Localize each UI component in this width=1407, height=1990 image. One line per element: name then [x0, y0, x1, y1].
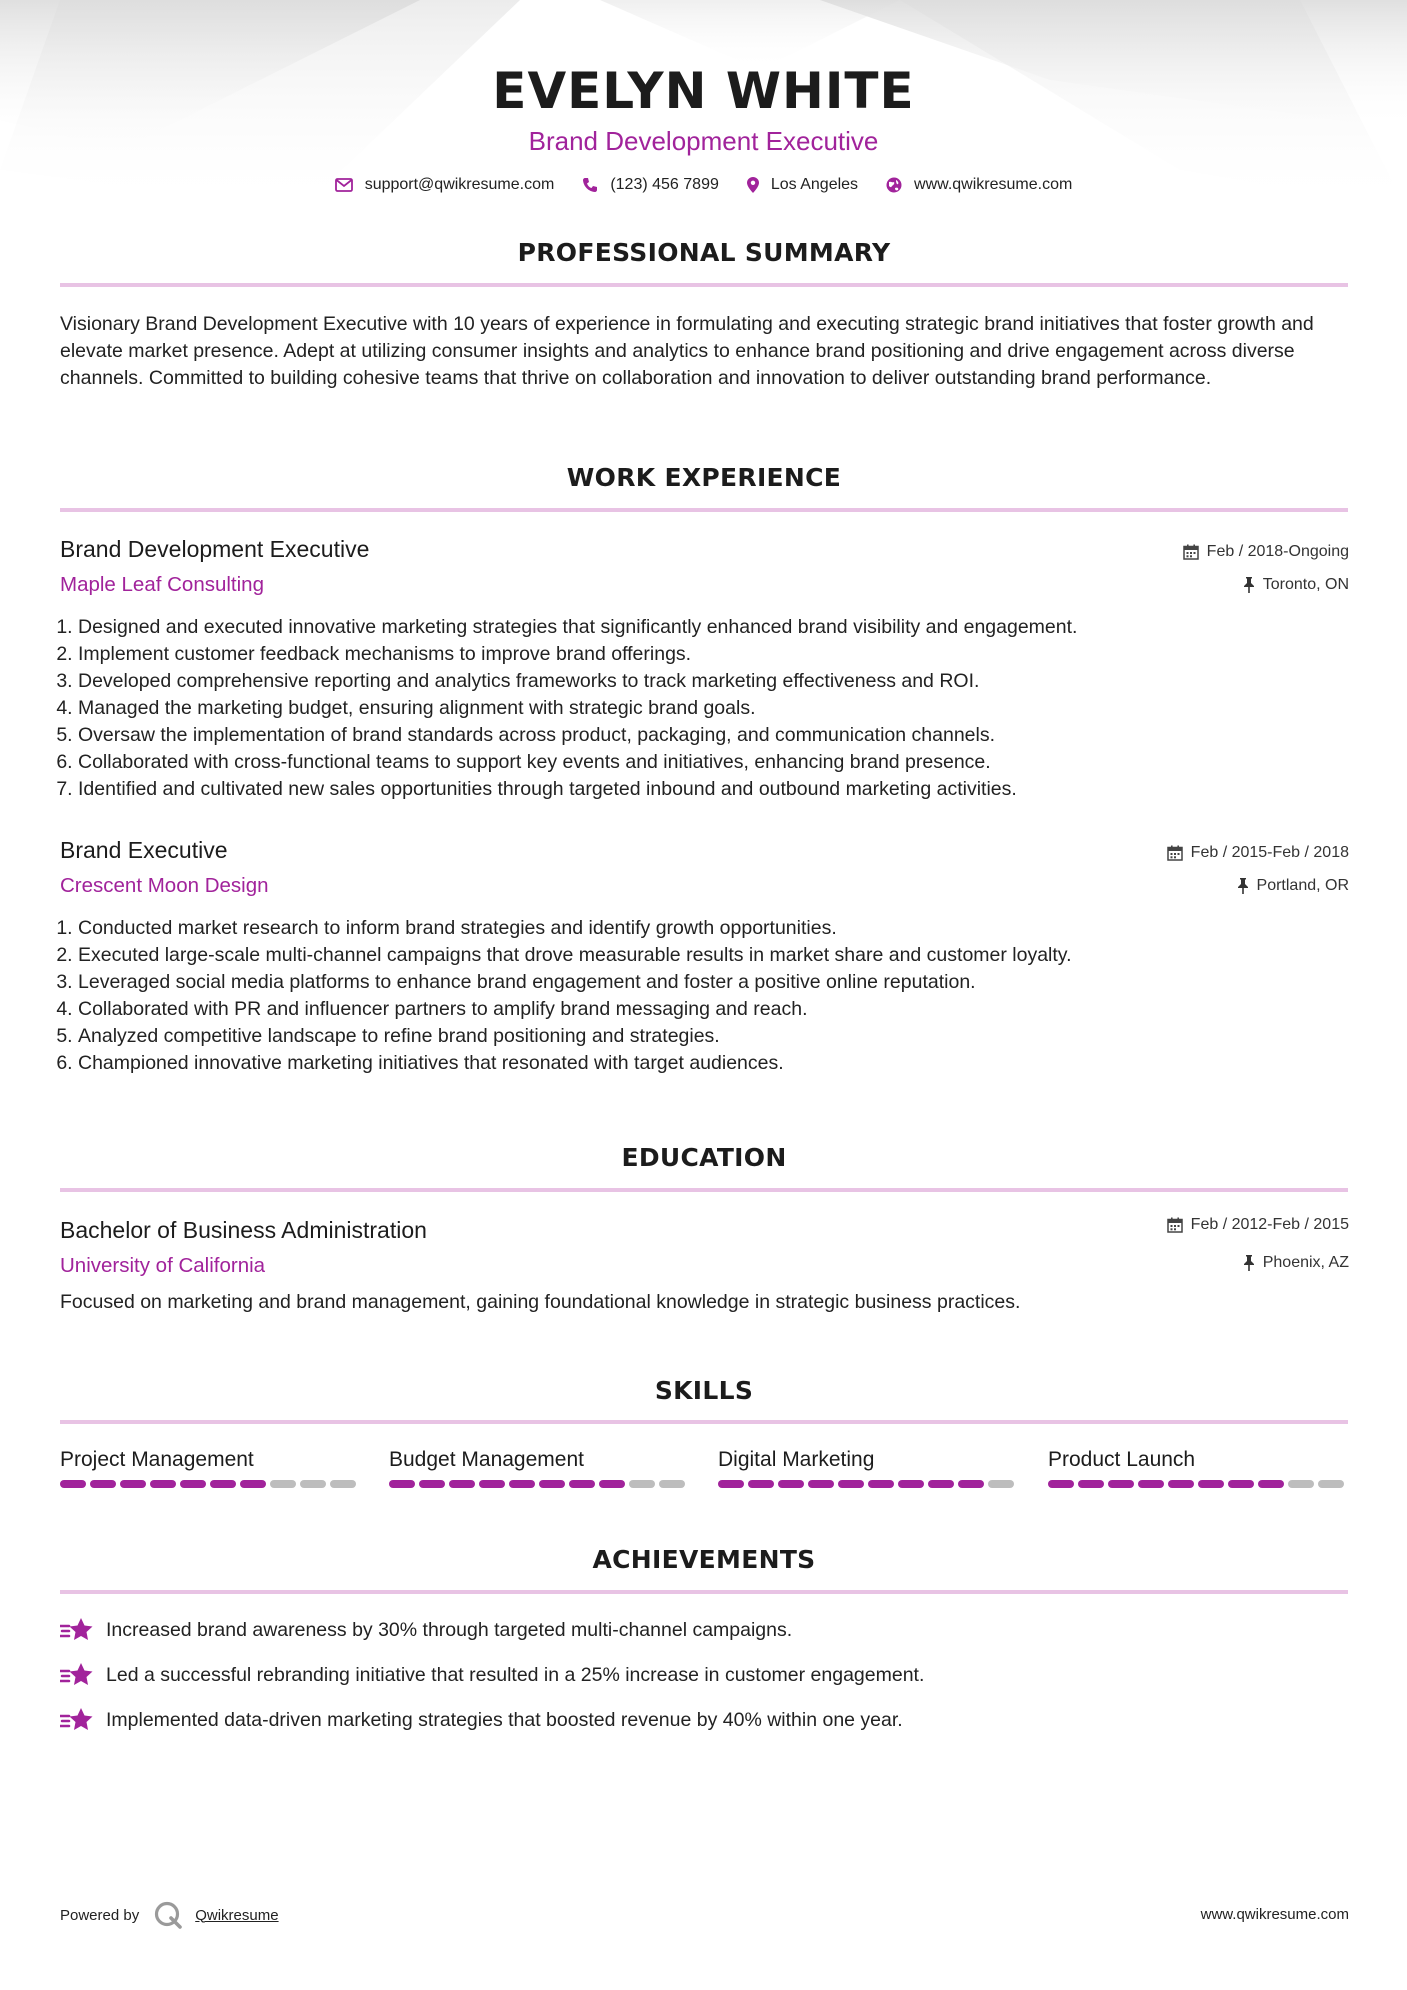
skill-item [60, 1446, 360, 1488]
job-bullet: 1. Conducted market research to inform brand strategies and identify growth opportunities. [78, 915, 1368, 942]
job-dates [1183, 543, 1349, 561]
skill-level-bar [718, 1480, 1018, 1488]
skill-item [389, 1446, 689, 1488]
education-location [1243, 1254, 1349, 1272]
pushpin-icon [1237, 878, 1249, 894]
skill-label: Digital Marketing [718, 1448, 875, 1471]
achievement-text: Implemented data-driven marketing strategies that boosted revenue by 40% within one year. [106, 1708, 903, 1731]
job-company: Crescent Moon Design [60, 874, 269, 897]
job-bullet: 4. Managed the marketing budget, ensuring alignment with strategic brand goals. [78, 695, 1368, 722]
education-school: University of California [60, 1254, 266, 1277]
calendar-icon [1167, 1217, 1183, 1233]
job-bullet: 3. Leveraged social media platforms to enhance brand engagement and foster a positive online reputation. [78, 969, 1368, 996]
job-bullet: 1. Designed and executed innovative marketing strategies that significantly enhanced brand visibility and engagement. [78, 614, 1368, 641]
skill-level-bar [389, 1480, 689, 1488]
contact-email-text: support@qwikresume.com [364, 176, 555, 193]
skill-segment-filled [449, 1480, 475, 1488]
contact-website[interactable] [886, 176, 1072, 194]
education-divider [60, 1188, 1348, 1192]
skill-segment-filled [60, 1480, 86, 1488]
footer-website[interactable]: www.qwikresume.com [1200, 1906, 1349, 1923]
achievement-text: Led a successful rebranding initiative that resulted in a 25% increase in customer engagement. [106, 1663, 925, 1686]
skill-segment-filled [748, 1480, 774, 1488]
candidate-name: EVELYN WHITE [492, 62, 915, 120]
job-dates [1167, 844, 1349, 862]
contact-location-text: Los Angeles [770, 176, 859, 193]
job-bullet: 2. Executed large-scale multi-channel campaigns that drove measurable results in market share and customer loyalty. [78, 942, 1368, 969]
skill-segment-filled [1198, 1480, 1224, 1488]
skill-segment-filled [718, 1480, 744, 1488]
skill-segment-filled [569, 1480, 595, 1488]
skill-segment-filled [1228, 1480, 1254, 1488]
skill-segment-filled [868, 1480, 894, 1488]
job-bullet: 6. Championed innovative marketing initiatives that resonated with target audiences. [78, 1050, 1368, 1077]
skill-item [718, 1446, 1018, 1488]
resume-header [0, 58, 1407, 194]
skill-segment-filled [958, 1480, 984, 1488]
job-title: Brand Executive [60, 837, 228, 863]
skill-segment-filled [1138, 1480, 1164, 1488]
achievement-item [60, 1617, 792, 1643]
job-bullet: 3. Developed comprehensive reporting and analytics frameworks to track marketing effectiveness and ROI. [78, 668, 1368, 695]
shooting-star-icon [60, 1617, 94, 1643]
skills-divider [60, 1420, 1348, 1424]
qwikresume-logo-icon [153, 1900, 183, 1930]
experience-divider [60, 508, 1348, 512]
skill-segment-empty [330, 1480, 356, 1488]
contact-website-text: www.qwikresume.com [914, 176, 1073, 193]
job-bullet: 4. Collaborated with PR and influencer partners to amplify brand messaging and reach. [78, 996, 1368, 1023]
shooting-star-icon [60, 1707, 94, 1733]
powered-by-label: Powered by [60, 1906, 140, 1924]
skill-level-bar [60, 1480, 360, 1488]
summary-heading: PROFESSIONAL SUMMARY [517, 238, 891, 267]
job-location [1243, 576, 1349, 594]
education-description: Focused on marketing and brand management, gaining foundational knowledge in strategic business practices. [60, 1291, 1021, 1313]
location-icon [747, 177, 759, 193]
experience-heading: WORK EXPERIENCE [566, 463, 842, 492]
job-location-text: Portland, OR [1256, 877, 1349, 894]
job-bullets [60, 915, 1368, 1077]
skill-segment-empty [659, 1480, 685, 1488]
education-heading: EDUCATION [621, 1143, 787, 1172]
job-company: Maple Leaf Consulting [60, 573, 264, 596]
candidate-title: Brand Development Executive [528, 126, 879, 156]
summary-divider [60, 283, 1348, 287]
pushpin-icon [1243, 577, 1255, 593]
skill-label: Product Launch [1048, 1448, 1196, 1471]
skill-segment-empty [629, 1480, 655, 1488]
achievement-text: Increased brand awareness by 30% through targeted multi-channel campaigns. [106, 1618, 793, 1641]
education-location-text: Phoenix, AZ [1262, 1254, 1349, 1271]
job-bullet: 6. Collaborated with cross-functional teams to support key events and initiatives, enhancing brand presence. [78, 749, 1368, 776]
achievements-divider [60, 1590, 1348, 1594]
skill-label: Project Management [60, 1448, 254, 1471]
education-degree: Bachelor of Business Administration [60, 1217, 427, 1243]
job-bullet: 7. Identified and cultivated new sales opportunities through targeted inbound and outbound marketing activities. [78, 776, 1368, 803]
job-title: Brand Development Executive [60, 536, 370, 562]
phone-icon [582, 177, 598, 193]
skill-segment-filled [1258, 1480, 1284, 1488]
footer-powered-by [60, 1900, 279, 1930]
skill-segment-filled [1078, 1480, 1104, 1488]
skill-segment-filled [509, 1480, 535, 1488]
contact-bar [0, 176, 1407, 194]
skill-segment-filled [599, 1480, 625, 1488]
skill-segment-filled [120, 1480, 146, 1488]
skill-segment-filled [389, 1480, 415, 1488]
skill-segment-filled [898, 1480, 924, 1488]
skill-segment-empty [270, 1480, 296, 1488]
skill-segment-filled [419, 1480, 445, 1488]
contact-location [747, 176, 858, 194]
job-bullet: 2. Implement customer feedback mechanisms to improve brand offerings. [78, 641, 1368, 668]
skill-segment-empty [988, 1480, 1014, 1488]
skill-segment-filled [150, 1480, 176, 1488]
contact-phone[interactable] [582, 176, 719, 194]
skill-level-bar [1048, 1480, 1348, 1488]
skill-segment-empty [1318, 1480, 1344, 1488]
qwikresume-link[interactable]: Qwikresume [195, 1906, 279, 1924]
skill-segment-filled [1048, 1480, 1074, 1488]
skill-segment-filled [1108, 1480, 1134, 1488]
job-bullets [60, 614, 1368, 803]
globe-icon [886, 177, 902, 193]
job-dates-text: Feb / 2015-Feb / 2018 [1190, 844, 1349, 861]
job-location [1237, 877, 1349, 895]
achievement-item [60, 1707, 903, 1733]
skill-item [1048, 1446, 1348, 1488]
achievements-heading: ACHIEVEMENTS [592, 1545, 816, 1574]
skill-segment-filled [180, 1480, 206, 1488]
skill-segment-filled [210, 1480, 236, 1488]
contact-phone-text: (123) 456 7899 [610, 176, 719, 193]
skills-heading: SKILLS [654, 1376, 754, 1405]
education-dates [1167, 1216, 1349, 1234]
calendar-icon [1183, 544, 1199, 560]
skill-segment-filled [479, 1480, 505, 1488]
skill-segment-empty [300, 1480, 326, 1488]
contact-email[interactable] [335, 176, 555, 194]
skill-segment-filled [90, 1480, 116, 1488]
summary-text: Visionary Brand Development Executive with 10 years of experience in formulating and executing strategic brand initiatives that foster growth and elevate market presence. Adept at utilizing consumer insights and analytics to enhance brand positioning and drive engagement across diverse channels. Committed to building cohesive teams that thrive on collaboration and innovation to deliver outstanding brand performance. [60, 313, 1314, 389]
skill-segment-filled [778, 1480, 804, 1488]
email-icon [335, 178, 353, 192]
job-location-text: Toronto, ON [1262, 576, 1349, 593]
achievement-item [60, 1662, 924, 1688]
skill-segment-filled [1168, 1480, 1194, 1488]
shooting-star-icon [60, 1662, 94, 1688]
skill-label: Budget Management [389, 1448, 584, 1471]
job-dates-text: Feb / 2018-Ongoing [1206, 543, 1349, 560]
education-dates-text: Feb / 2012-Feb / 2015 [1190, 1216, 1349, 1233]
pushpin-icon [1243, 1255, 1255, 1271]
job-bullet: 5. Analyzed competitive landscape to refine brand positioning and strategies. [78, 1023, 1368, 1050]
skill-segment-filled [539, 1480, 565, 1488]
skill-segment-filled [838, 1480, 864, 1488]
job-bullet: 5. Oversaw the implementation of brand standards across product, packaging, and communication channels. [78, 722, 1368, 749]
skill-segment-filled [928, 1480, 954, 1488]
calendar-icon [1167, 845, 1183, 861]
skill-segment-filled [240, 1480, 266, 1488]
skill-segment-empty [1288, 1480, 1314, 1488]
skill-segment-filled [808, 1480, 834, 1488]
